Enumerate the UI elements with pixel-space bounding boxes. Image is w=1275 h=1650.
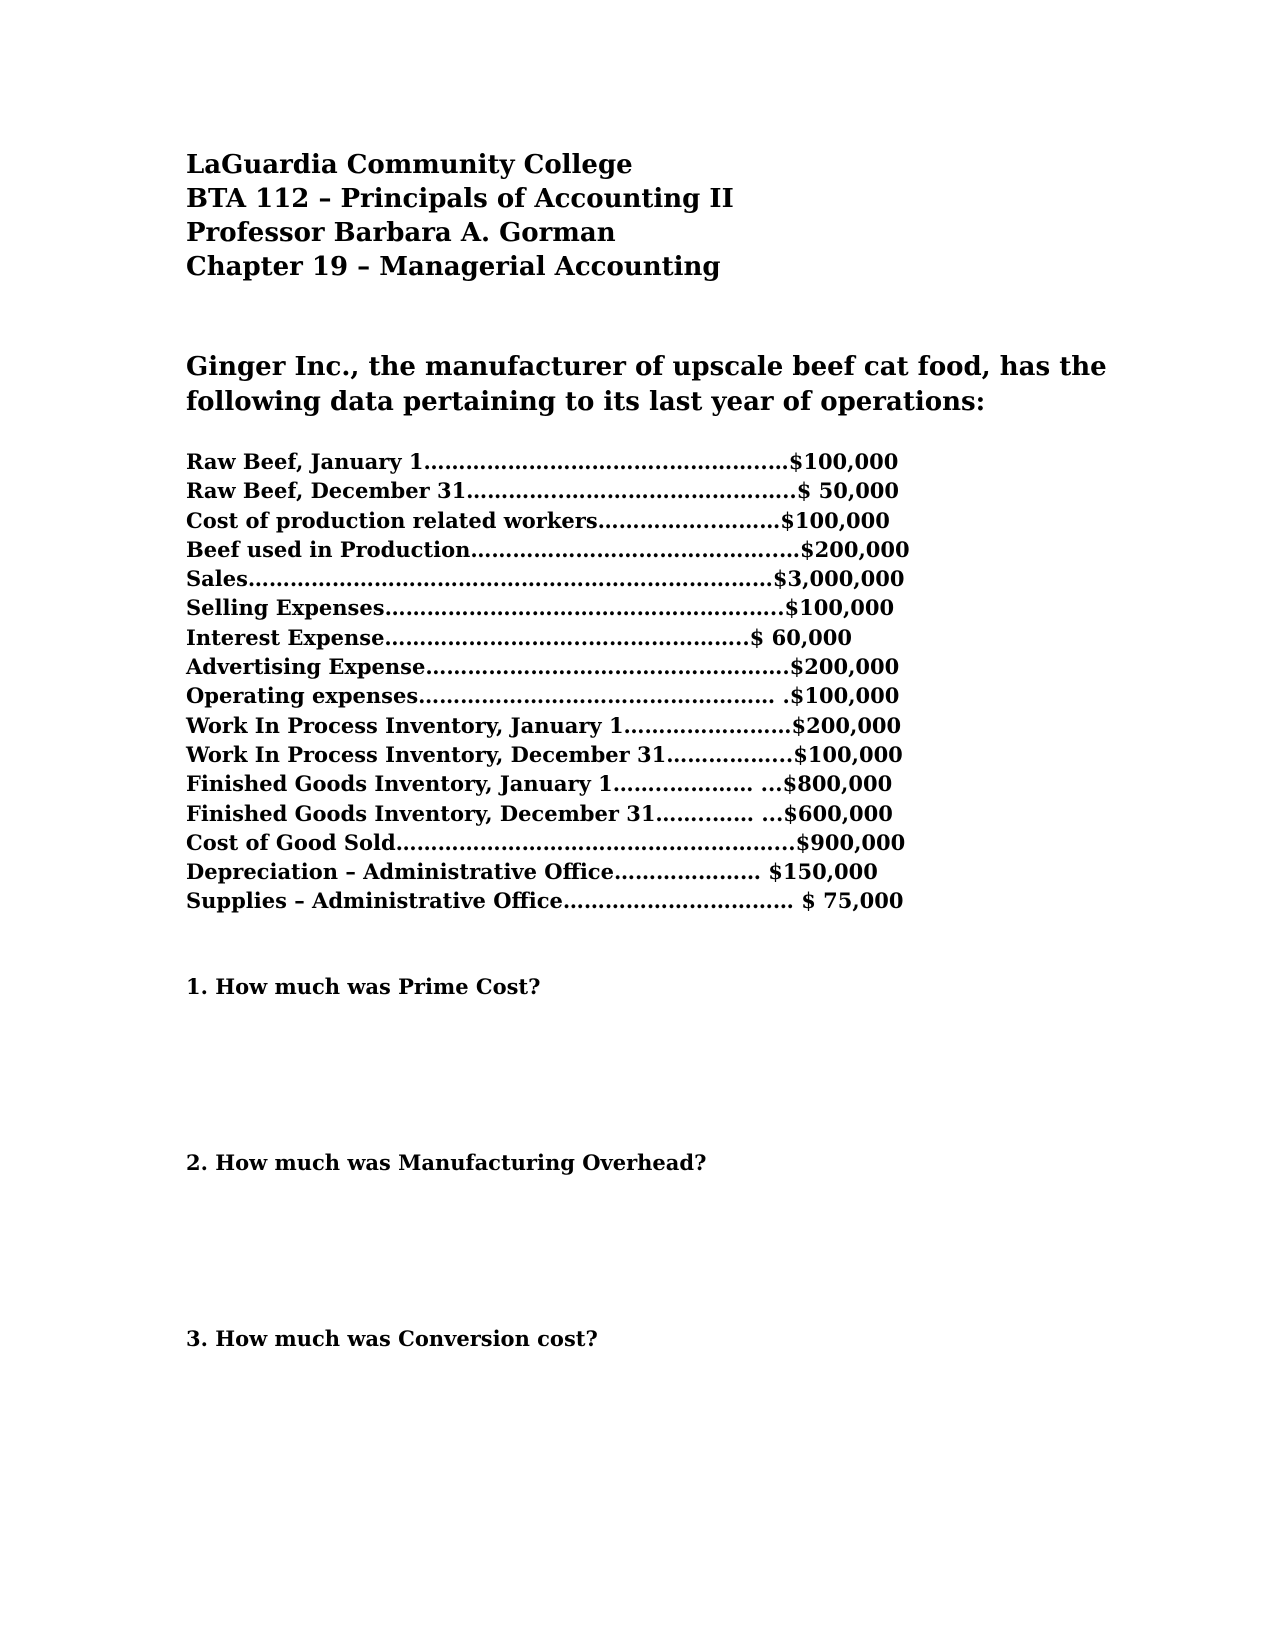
data-row-fg-jan: Finished Goods Inventory, January 1……..………… ...$800,000 [186,771,893,797]
question-manufacturing-overhead: 2. How much was Manufacturing Overhead? [186,1150,707,1175]
data-row-sales: Sales…………………………………………………………………$3,000,000 [186,566,905,592]
data-row-cogs: Cost of Good Sold………………………………………………...$900,000 [186,829,906,855]
data-row-wip-dec: Work In Process Inventory, December 31……………...$100,000 [186,741,903,767]
data-row-supplies-admin: Supplies – Administrative Office…………………………… $ 75,000 [186,888,904,914]
data-row-fg-dec: Finished Goods Inventory, December 31……..…… ...$600,000 [186,800,893,826]
data-row-operating-expenses: Operating expenses…………………………………………… .$100,000 [186,683,900,709]
data-row-beef-used: Beef used in Production……………………………………..…$200,000 [186,536,910,562]
data-row-wip-jan: Work In Process Inventory, January 1……………………$200,000 [186,712,902,738]
chapter-title: Chapter 19 – Managerial Accounting [186,252,721,282]
college-name: LaGuardia Community College [186,150,633,180]
data-row-advertising-expense: Advertising Expense…………………………………………….$200,000 [186,654,900,680]
course-header [186,148,734,284]
question-conversion-cost: 3. How much was Conversion cost? [186,1326,598,1351]
professor-name: Professor Barbara A. Gorman [186,218,616,248]
course-title: BTA 112 – Principals of Accounting II [186,184,734,214]
data-row-selling-expenses: Selling Expenses…………………………………………….…..$100,000 [186,595,895,621]
data-row-depreciation-admin: Depreciation – Administrative Office………………… $150,000 [186,859,878,885]
problem-intro [186,350,1107,420]
intro-line-1: Ginger Inc., the manufacturer of upscale beef cat food, has the [186,352,1107,382]
data-row-raw-beef-dec: Raw Beef, December 31…………..……………………….…..$ 50,000 [186,478,900,504]
data-row-production-workers: Cost of production related workers……………..………$100,000 [186,507,890,533]
intro-line-2: following data pertaining to its last year of operations: [186,387,986,417]
question-prime-cost: 1. How much was Prime Cost? [186,974,541,999]
financial-data-list [186,447,910,916]
data-row-interest-expense: Interest Expense………………………..…………………..$ 60,000 [186,624,852,650]
data-row-raw-beef-jan: Raw Beef, January 1……………………………..…………..…$100,000 [186,449,899,474]
